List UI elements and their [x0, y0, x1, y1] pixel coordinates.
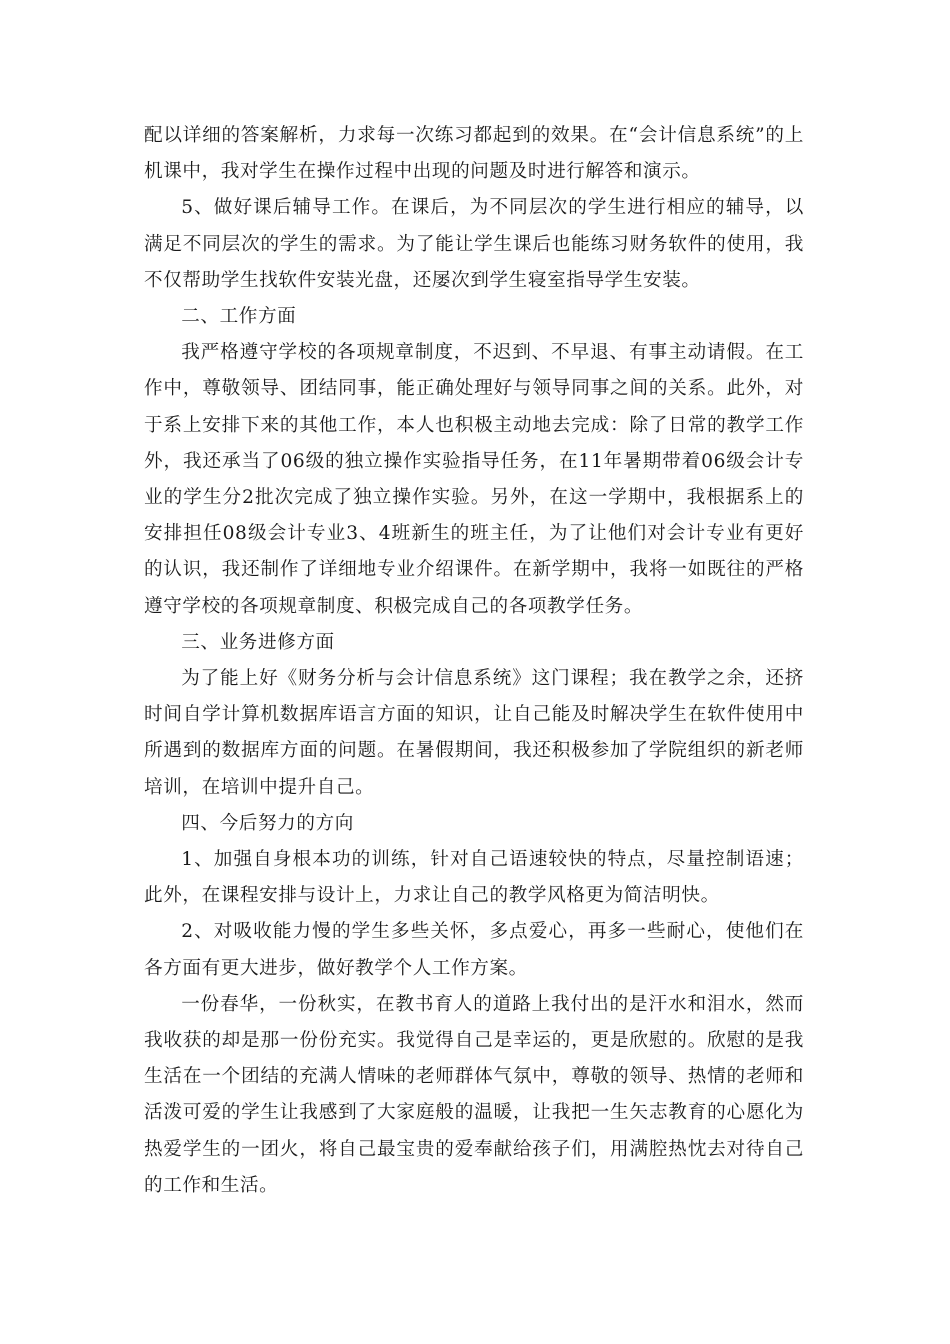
section-heading-work: 二、工作方面	[181, 306, 297, 328]
paragraph-continuation: 配以详细的答案解析，力求每一次练习都起到的效果。在“会计信息系统”的上机课中，我对学生在操作过程中出现的问题及时进行解答和演示。	[144, 125, 804, 183]
section-heading-future: 四、今后努力的方向	[181, 812, 354, 834]
paragraph-conclusion: 一份春华，一份秋实，在教书育人的道路上我付出的是汗水和泪水，然而我收获的却是那一份份充实。我觉得自己是幸运的，更是欣慰的。欣慰的是我生活在一个团结的充满人情味的老师群体气氛中，尊敬的领导、热情的老师和活泼可爱的学生让我感到了大家庭般的温暖，让我把一生矢志教育的心愿化为热爱学生的一团火，将自己最宝贵的爱奉献给孩子们，用满腔热忱去对待自己的工作和生活。	[144, 993, 804, 1196]
paragraph-study: 为了能上好《财务分析与会计信息系统》这门课程；我在教学之余，还挤时间自学计算机数据库语言方面的知识，让自己能及时解决学生在软件使用中所遇到的数据库方面的问题。在暑假期间，我还积极参加了学院组织的新老师培训，在培训中提升自己。	[144, 668, 804, 798]
paragraph-future-1: 1、加强自身根本功的训练，针对自己语速较快的特点，尽量控制语速；此外，在课程安排与设计上，力求让自己的教学风格更为简洁明快。	[144, 849, 804, 907]
paragraph-work: 我严格遵守学校的各项规章制度，不迟到、不早退、有事主动请假。在工作中，尊敬领导、团结同事，能正确处理好与领导同事之间的关系。此外，对于系上安排下来的其他工作，本人也积极主动地去完成：除了日常的教学工作外，我还承当了06级的独立操作实验指导任务，在11年暑期带着06级会计专业的学生分2批次完成了独立操作实验。另外，在这一学期中，我根据系上的安排担任08级会计专业3、4班新生的班主任，为了让他们对会计专业有更好的认识，我还制作了详细地专业介绍课件。在新学期中，我将一如既往的严格遵守学校的各项规章制度、积极完成自己的各项教学任务。	[144, 342, 804, 617]
document-body	[144, 118, 804, 1204]
section-heading-study: 三、业务进修方面	[181, 631, 335, 653]
paragraph-future-2: 2、对吸收能力慢的学生多些关怀，多点爱心，再多一些耐心，使他们在各方面有更大进步，做好教学个人工作方案。	[144, 921, 804, 979]
paragraph-tutoring: 5、做好课后辅导工作。在课后，为不同层次的学生进行相应的辅导，以满足不同层次的学生的需求。为了能让学生课后也能练习财务软件的使用，我不仅帮助学生找软件安装光盘，还屡次到学生寝室指导学生安装。	[144, 197, 804, 291]
